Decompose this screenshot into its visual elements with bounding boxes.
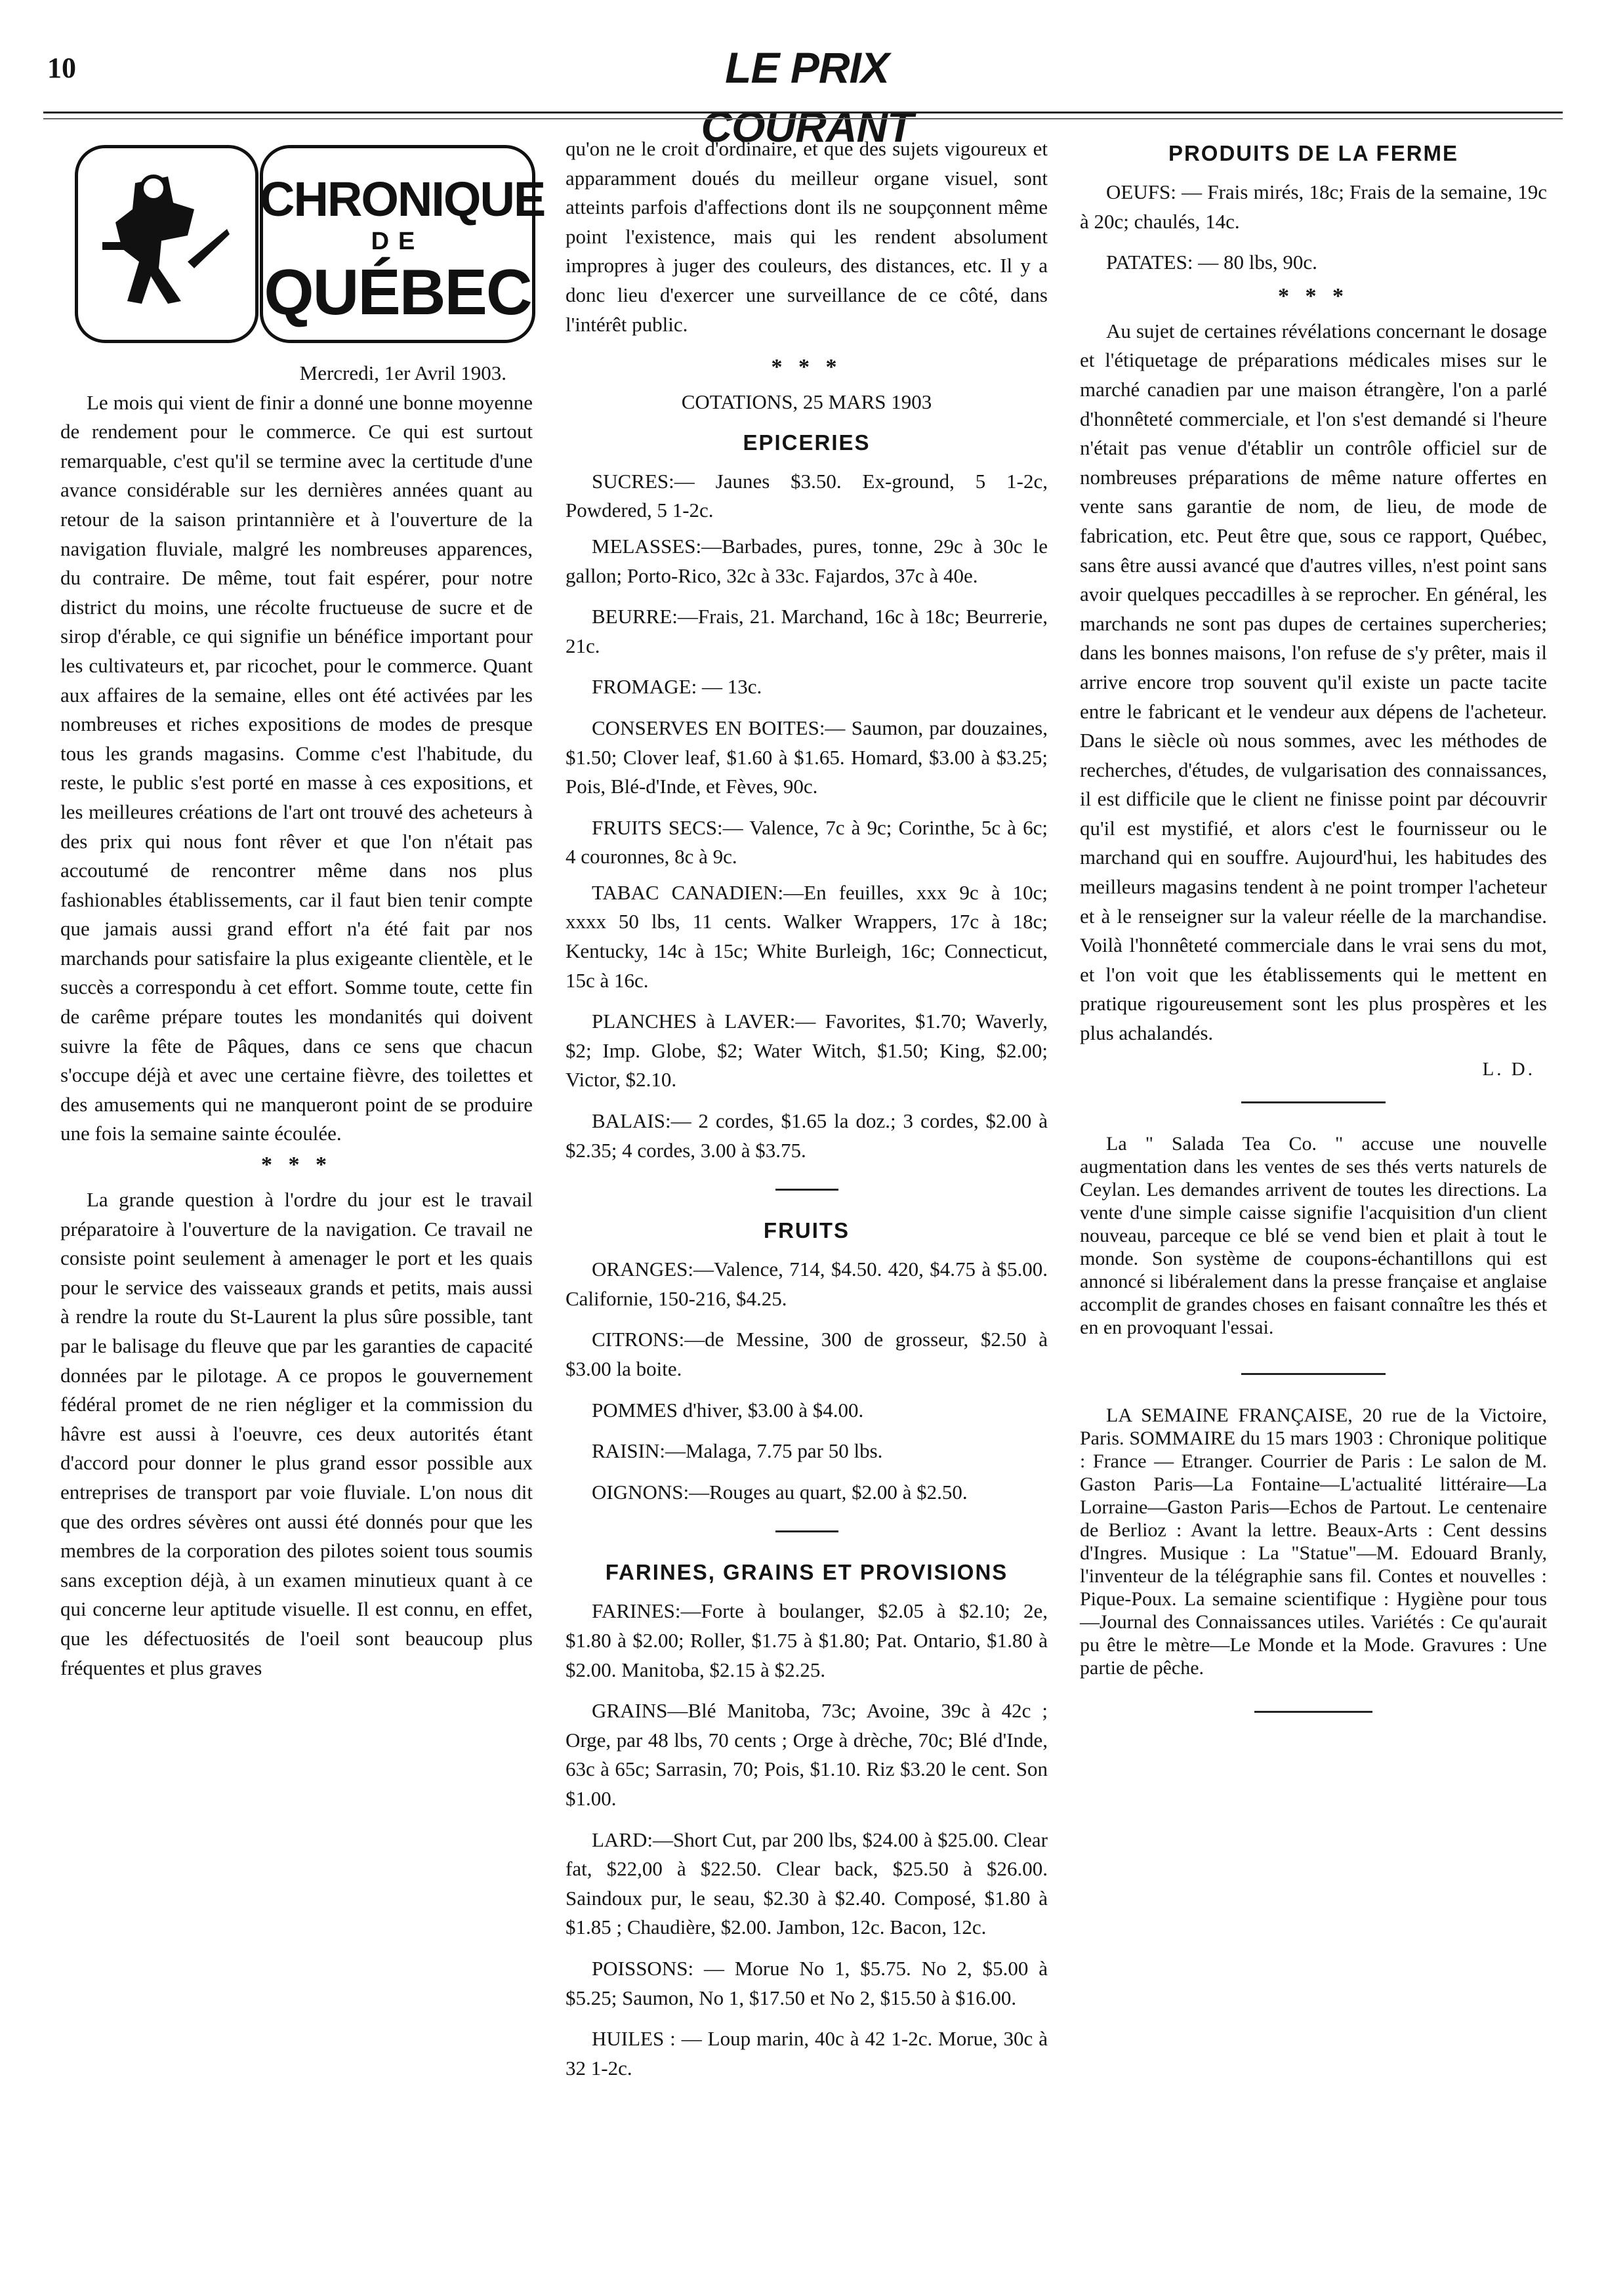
masthead-title: LE PRIX COURANT: [701, 43, 913, 151]
entry-melasses: MELASSES:—Barbades, pures, tonne, 29c à 30c le gallon; Porto-Rico, 32c à 33c. Fajardos, 37c à 40e.: [566, 534, 1048, 587]
section-stars: * * *: [1278, 283, 1349, 308]
heading-epiceries: EPICERIES: [743, 430, 871, 455]
column-cotations: [566, 134, 1048, 2095]
entry-raisin: RAISIN:—Malaga, 7.75 par 50 lbs.: [592, 1439, 883, 1463]
author-signature: L. D.: [1482, 1058, 1535, 1080]
section-divider: [1254, 1711, 1372, 1713]
entry-sucres: SUCRES:— Jaunes $3.50. Ex-ground, 5 1-2c, Powdered, 5 1-2c.: [566, 469, 1048, 522]
entry-oignons: OIGNONS:—Rouges au quart, $2.00 à $2.50.: [592, 1480, 968, 1504]
heading-farines: FARINES, GRAINS ET PROVISIONS: [605, 1560, 1008, 1585]
section-stars: * * *: [261, 1153, 332, 1178]
entry-balais: BALAIS:— 2 cordes, $1.65 la doz.; 3 cordes, $2.00 à $2.35; 4 cordes, 3.00 à $3.75.: [566, 1109, 1048, 1162]
illustration-figure-icon: [96, 163, 234, 321]
heading-produits-ferme: PRODUITS DE LA FERME: [1168, 141, 1459, 165]
section-stars: * * *: [771, 355, 842, 380]
header-rule: [43, 112, 1563, 113]
section-divider: [1241, 1101, 1386, 1103]
entry-tabac: TABAC CANADIEN:—En feuilles, xxx 9c à 10c; xxxx 50 lbs, 11 cents. Walker Wrappers, 17c à 18c; Kentucky, 14c à 15c; White Burleigh, 16c; Connecticut, 15c à 16c.: [566, 880, 1048, 992]
header-rule-thin: [43, 118, 1563, 119]
section-divider: [775, 1530, 838, 1532]
entry-citrons: CITRONS:—de Messine, 300 de grosseur, $2.50 à $3.00 la boite.: [566, 1328, 1048, 1380]
chronique-paragraph-2: La grande question à l'ordre du jour est le travail préparatoire à l'ouverture de la navigation. Ce travail ne consiste point seulement à amenager le port et les quais pour le service des vaisseaux grands et petits, mais aussi à rendre la route du St-Laurent la plus sûre possible, tant par le balisage du fleuve que par les garanties de capacité données par le pilotage. A ce propos le gouvernement fédéral promet de ne rien négliger et la commission du hâvre est aussi à l'oeuvre, ces deux autorités étant d'accord pour donner le plus grand essor possible aux entreprises de transport par voie fluviale. L'on nous dit que des ordres sévères ont aussi été donnés pour que les membres de la corporation des pilotes soient tous soumis sans exception déjà, à un examen minutieux quant à ce qui concerne leur aptitude visuelle. Il est connu, en effet, que les défectuosités de l'oeil sont beaucoup plus fréquentes et plus graves: [60, 1188, 533, 1679]
page-number: 10: [47, 52, 76, 84]
entry-beurre: BEURRE:—Frais, 21. Marchand, 16c à 18c; Beurrerie, 21c.: [566, 605, 1048, 657]
dateline: Mercredi, 1er Avril 1903.: [299, 361, 506, 384]
entry-grains: GRAINS—Blé Manitoba, 73c; Avoine, 39c à 42c ; Orge, par 48 lbs, 70 cents ; Orge à drèche, 70c; Blé d'Inde, 63c à 65c; Sarrasin, 70; Pois, $1.10. Riz $3.20 le cent. Son $1.00.: [566, 1699, 1048, 1810]
logo-text-chronique: CHRONIQUE: [260, 172, 545, 226]
entry-farines: FARINES:—Forte à boulanger, $2.05 à $2.10; 2e, $1.80 à $2.00; Roller, $1.75 à $1.80; Pat. Ontario, $1.80 à $2.00. Manitoba, $2.15 à $2.25.: [566, 1599, 1048, 1681]
logo-text-quebec: QUÉBEC: [264, 256, 531, 328]
entry-planches: PLANCHES à LAVER:— Favorites, $1.70; Waverly, $2; Imp. Globe, $2; Water Witch, $1.50; King, $2.00; Victor, $2.10.: [566, 1010, 1048, 1092]
entry-pommes: POMMES d'hiver, $3.00 à $4.00.: [592, 1398, 864, 1422]
section-divider: [775, 1189, 838, 1191]
chronique-paragraph-1: Le mois qui vient de finir a donné une bonne moyenne de rendement pour le commerce. Ce qui est surtout remarquable, c'est qu'il se termine avec la certitude d'une avance considérable sur les dernières années quant au retour de la saison printannière et à l'ouverture de la navigation fluviale, malgré les nombreuses apparences, du contraire. De même, tout fait espérer, pour notre district du moins, une récolte fructueuse de sucre et de sirop d'érable, ce qui signifie un bénéfice important pour les cultivateurs et, par ricochet, pour le commerce. Quant aux affaires de la semaine, elles ont été activées par les nombreuses et riches expositions de modes de presque tous les grands magasins. Comme c'est l'habitude, du reste, le public s'est porté en masse à ces expositions, et les meilleures créations de l'art ont trouvé des acheteurs à des prix qui nous font rêver et que l'on n'était pas accoutumé de rencontrer même dans nos plus fashionables établissements, car il faut bien tenir compte que jamais aussi grand effort n'a été fait par nos marchands pour satisfaire la plus exigeante clientèle, et le succès a correspondu à cet effort. Somme toute, cette fin de carême prépare toutes les mondanités qui doivent suivre la fête de Pâques, dans ce sens que chacun s'occupe déjà et avec une certaine fièvre, des toilettes et des amusements qui ne manqueront point de se produire une fois la semaine sainte écoulée.: [60, 390, 533, 1145]
entry-fruits-secs: FRUITS SECS:— Valence, 7c à 9c; Corinthe, 5c à 6c; 4 couronnes, 8c à 9c.: [566, 815, 1048, 869]
semaine-francaise-paragraph: LA SEMAINE FRANÇAISE, 20 rue de la Victoire, Paris. SOMMAIRE du 15 mars 1903 : Chronique politique : France — Etranger. Courrier de Paris : Le salon de M. Gaston Paris—La Fontaine—L'actualité littéraire—La Lorraine—Gaston Paris—Echos de Partout. Le centenaire de Berlioz : Avant la lettre. Beaux-Arts : Cent dessins d'Ingres. Musique : La "Statue"—M. Edouard Branly, l'inventeur de la télégraphie sans fil. Contes et nouvelles : Pique-Poux. La semaine scientifique : Hygiène pour tous—Journal des Connaissances utiles. Variétés : Ce qu'aurait pu être le mètre—Le Monde et la Mode. Gravures : Une partie de pêche.: [1080, 1404, 1547, 1679]
entry-oranges: ORANGES:—Valence, 714, $4.50. 420, $4.75 à $5.00. Californie, 150-216, $4.25.: [566, 1258, 1048, 1310]
column-produits: [1080, 134, 1547, 1742]
chronique-paragraph-3: qu'on ne le croit d'ordinaire, et que des sujets vigoureux et apparamment doués du meilleur organe visuel, sont atteints parfois d'affections dont ils ne soupçonnent même point l'existence, mais qui les rendent absolument impropres à juger des couleurs, des distances, etc. Il y a donc lieu d'exercer une surveillance de ce côté, dans l'intérêt public.: [566, 137, 1048, 336]
chronique-logo: [75, 145, 545, 342]
column-chronique: [60, 134, 545, 1683]
logo-text-de: DE: [371, 228, 424, 255]
produits-paragraph: Au sujet de certaines révélations concernant le dosage et l'étiquetage de préparations médicales mises sur le marché canadien par une maison étrangère, l'on a parlé d'honnêteté commerciale, et l'on s'est demandé si l'heure n'était pas venue d'établir un contrôle officiel sur de nombreuses préparations de même nature offertes en vente sans garantie de nom, de lieu, de mode de fabrication, etc. Peut être que, sous ce rapport, Québec, sans être aussi avancé que d'autres villes, n'est point sans avoir quelques peccadilles à se reprocher. En général, les marchands ne sont pas dupes de certaines supercheries; dans les bonnes maisons, l'on refuse de s'y prêter, mais il arrive encore trop souvent qu'il existe un pacte tacite entre le fabricant et le vendeur aux dépens de l'acheteur. Dans le siècle où nous sommes, avec les méthodes de recherches, d'études, de vulgarisation des connaissances, il est difficile que le client ne finisse point par découvrir qu'il est mystifié, et alors c'est le fournisseur ou le marchand qui en souffre. Aujourd'hui, les habitudes des meilleurs magasins tendent à ne point tromper l'acheteur et à le renseigner sur la valeur réelle de la marchandise. Voilà l'honnêteté commerciale dans le vrai sens du mot, et l'on voit que les établissements qui le mettent en pratique rigoureusement sont les plus prospères et les plus achalandés.: [1080, 319, 1547, 1045]
cotations-title: COTATIONS, 25 MARS 1903: [681, 390, 932, 414]
entry-lard: LARD:—Short Cut, par 200 lbs, $24.00 à $25.00. Clear fat, $22,00 à $22.50. Clear back, $25.50 à $26.00. Saindoux pur, le seau, $2.30 à $2.40. Composé, $1.80 à $1.85 ; Chaudière, $2.00. Jambon, 12c. Bacon, 12c.: [566, 1828, 1048, 1939]
entry-conserves: CONSERVES EN BOITES:— Saumon, par douzaines, $1.50; Clover leaf, $1.60 à $1.65. Homard, $3.00 à $3.25; Pois, Blé-d'Inde, et Fèves, 90c.: [566, 716, 1048, 798]
entry-huiles: HUILES : — Loup marin, 40c à 42 1-2c. Morue, 30c à 32 1-2c.: [566, 2027, 1048, 2080]
heading-fruits: FRUITS: [763, 1218, 850, 1243]
section-divider: [1241, 1373, 1386, 1375]
entry-fromage: FROMAGE: — 13c.: [592, 675, 762, 699]
salada-paragraph: La " Salada Tea Co. " accuse une nouvelle augmentation dans les ventes de ses thés verts naturels de Ceylan. Les demandes arrivent de toutes les directions. La vente d'une simple caisse signifie l'acquisition d'un client nouveau, parceque ce blé se vend bien et plait à tout le monde. Son système de coupons-échantillons qui est annoncé si libéralement dans la presse française et anglaise accomplit de grandes choses en faisant connaître les thés et en en provoquant l'essai.: [1080, 1132, 1547, 1338]
entry-patates: PATATES: — 80 lbs, 90c.: [1106, 251, 1317, 274]
entry-oeufs: OEUFS: — Frais mirés, 18c; Frais de la semaine, 19c à 20c; chaulés, 14c.: [1080, 180, 1547, 233]
entry-poissons: POISSONS: — Morue No 1, $5.75. No 2, $5.00 à $5.25; Saumon, No 1, $17.50 et No 2, $15.50 à $16.00.: [566, 1956, 1048, 2009]
